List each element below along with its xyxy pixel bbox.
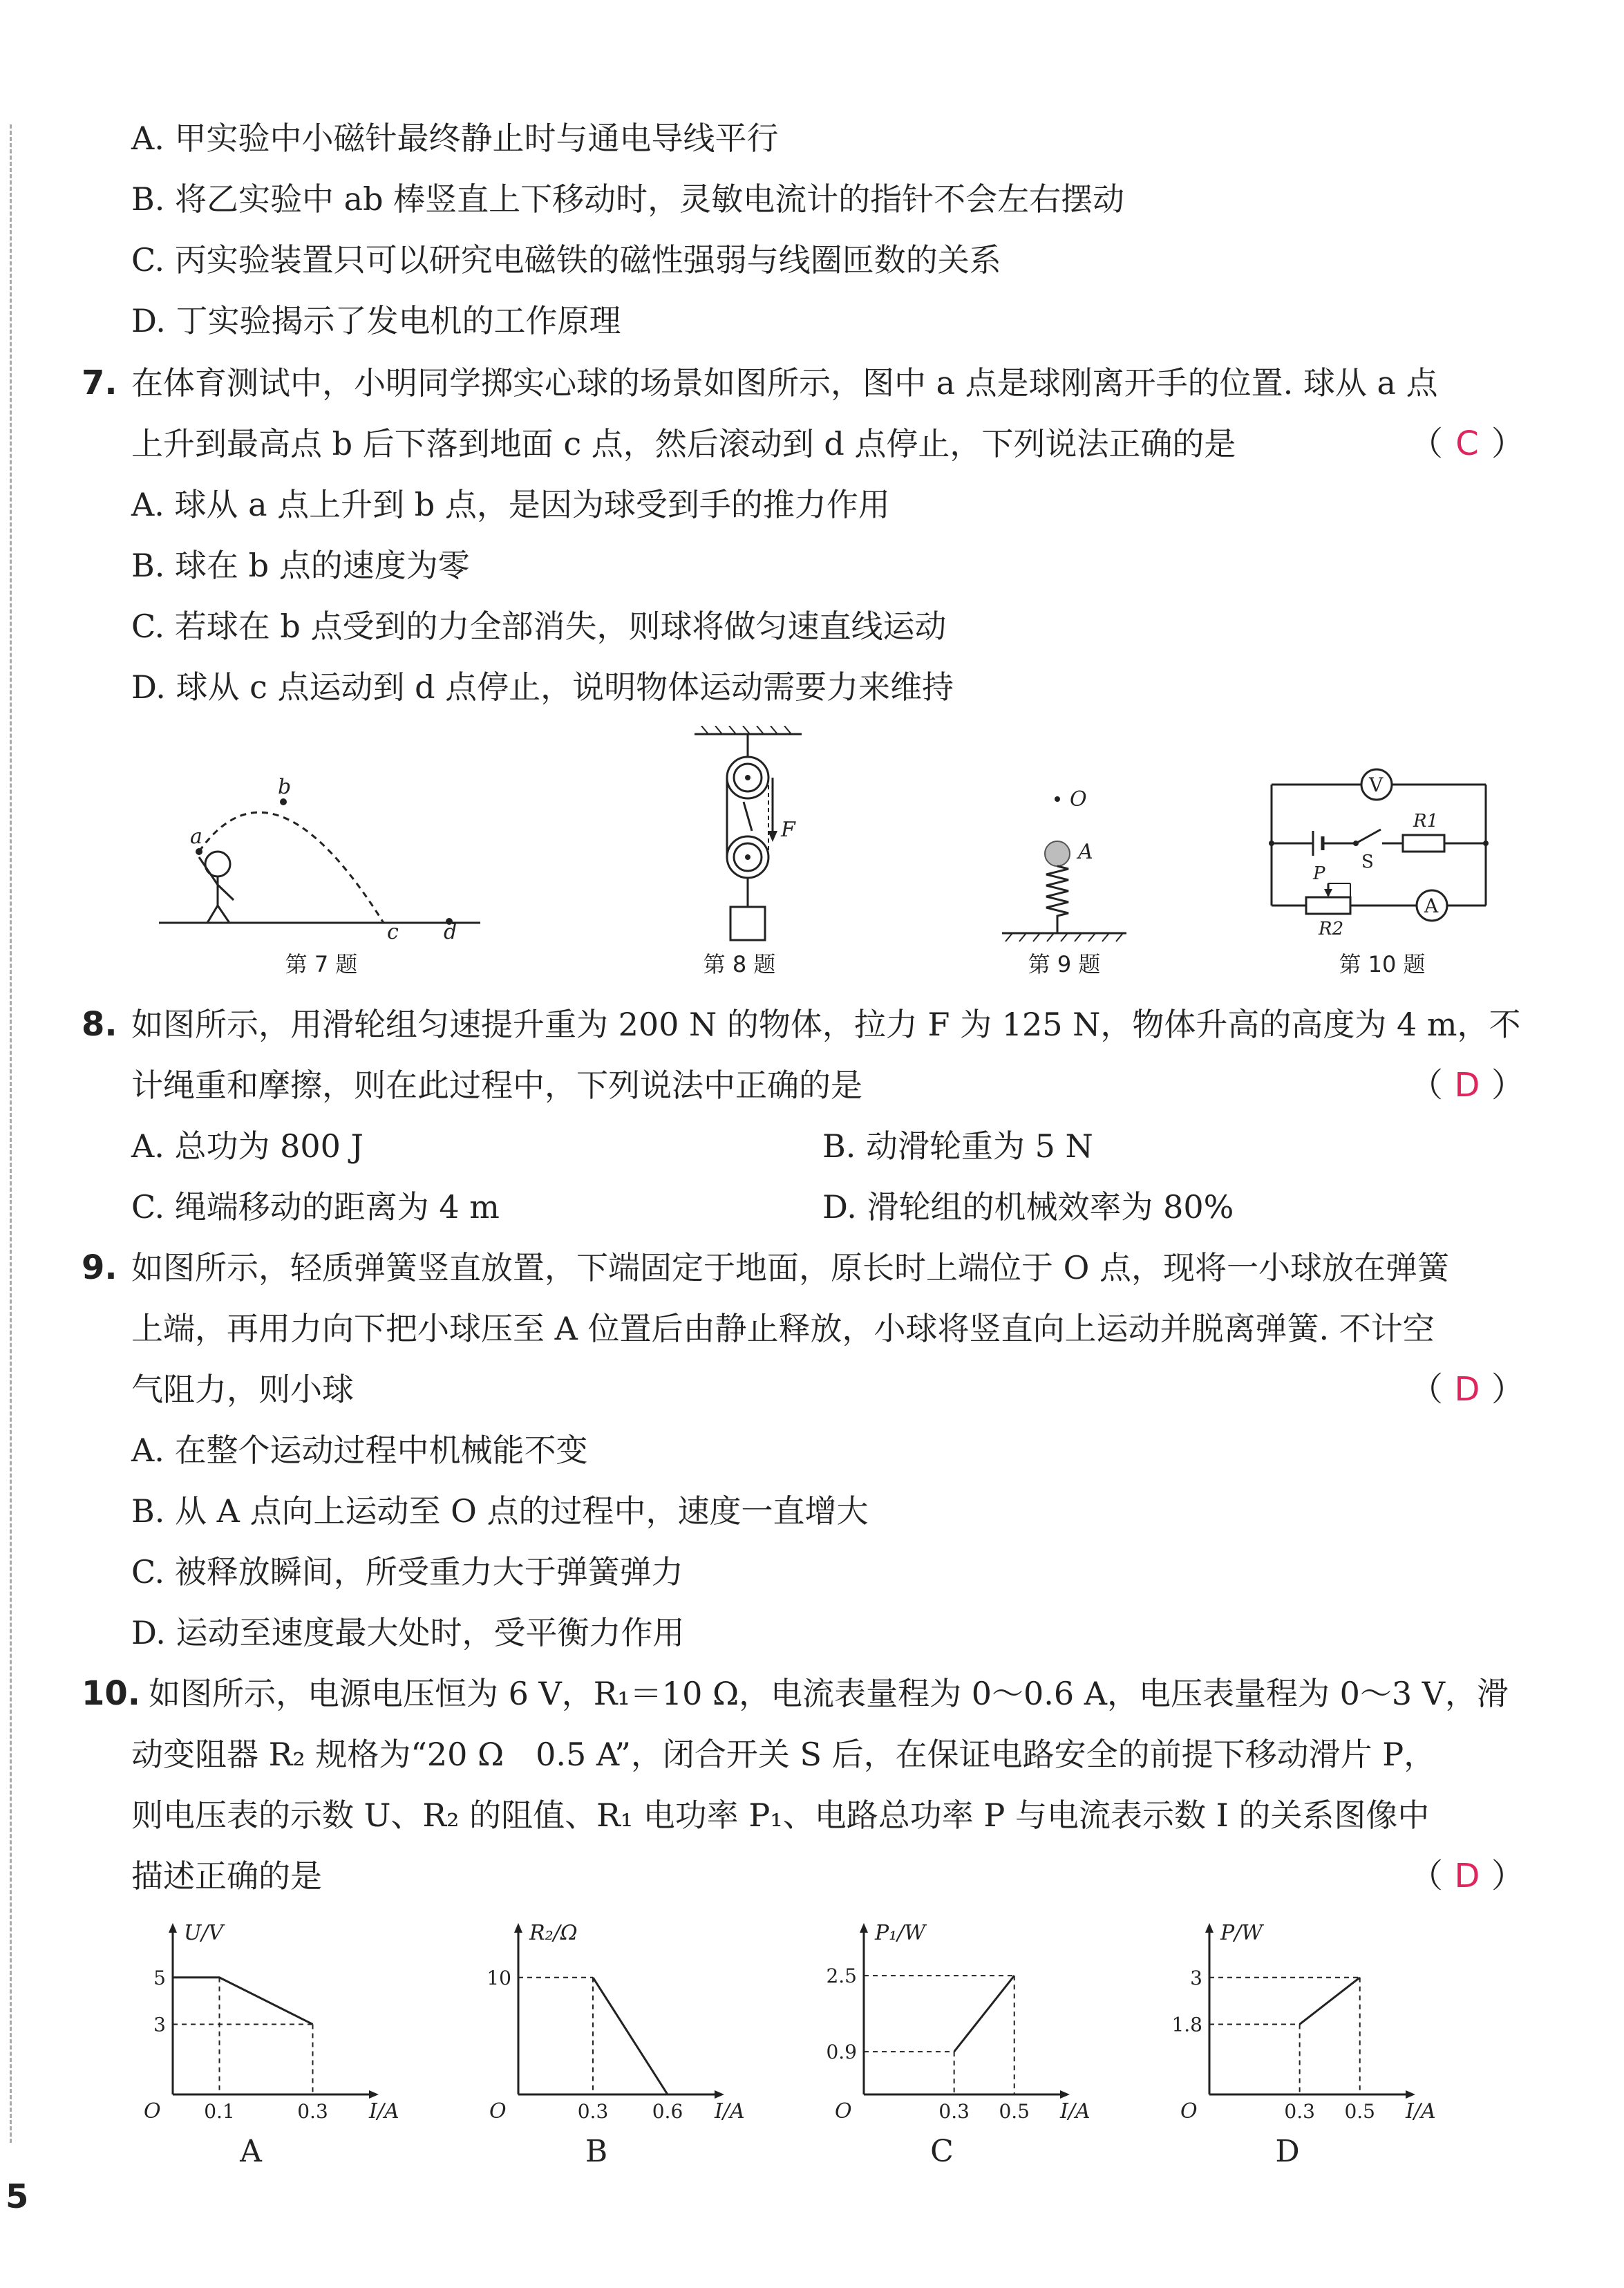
- fig9-label-a: A: [1078, 840, 1093, 864]
- q9-option-a: A. 在整个运动过程中机械能不变: [131, 1432, 588, 1469]
- q8-number: 8.: [82, 1005, 117, 1044]
- q9-stem-line-3: 气阻力，则小球: [131, 1371, 354, 1408]
- x-tick-label: 0.5: [1344, 2100, 1376, 2123]
- x-axis-arrow: [1406, 2090, 1415, 2099]
- y-axis-label: P₁/W: [875, 1922, 926, 1945]
- y-tick-label: 5: [153, 1966, 166, 1989]
- q7-stem-line-2: 上升到最高点 b 后下落到地面 c 点，然后滚动到 d 点停止，下列说法正确的是: [131, 425, 1236, 462]
- q9-option-d: D. 运动至速度最大处时，受平衡力作用: [131, 1614, 685, 1651]
- q10-graph-a: [131, 1922, 408, 2129]
- q6-option-b: B. 将乙实验中 ab 棒竖直上下移动时，灵敏电流计的指针不会左右摆动: [131, 180, 1125, 218]
- fig10-switch-label: S: [1361, 852, 1374, 872]
- fig10-voltmeter-label: V: [1369, 773, 1384, 796]
- data-line: [593, 1978, 668, 2094]
- x-tick-label: 0.3: [577, 2100, 609, 2123]
- q6-option-a: A. 甲实验中小磁针最终静止时与通电导线平行: [131, 120, 779, 157]
- q10-answer: （ D ）: [1410, 1857, 1525, 1895]
- q10-graph-c: [822, 1922, 1099, 2129]
- origin-label: O: [1180, 2099, 1198, 2123]
- q8-option-a: A. 总功为 800 J: [131, 1127, 363, 1165]
- x-axis-label: I/A: [369, 2099, 399, 2123]
- q7-option-a: A. 球从 a 点上升到 b 点，是因为球受到手的推力作用: [131, 486, 890, 523]
- y-tick-label: 0.9: [826, 2041, 857, 2064]
- q9-number: 9.: [82, 1248, 117, 1287]
- q8-answer: （ D ）: [1410, 1066, 1525, 1105]
- fig8-pulley-diagram: [684, 726, 822, 947]
- q8-option-d: D. 滑轮组的机械效率为 80%: [822, 1188, 1234, 1226]
- origin-label: O: [144, 2099, 161, 2123]
- x-tick-label: 0.3: [938, 2100, 970, 2123]
- q9-stem-line-1: 如图所示，轻质弹簧竖直放置，下端固定于地面，原长时上端位于 O 点，现将一小球放在弹簧: [131, 1249, 1449, 1286]
- fig7-ball-throw-diagram: [152, 774, 498, 940]
- q7-option-c: C. 若球在 b 点受到的力全部消失，则球将做匀速直线运动: [131, 608, 947, 645]
- y-axis-arrow: [514, 1923, 522, 1933]
- q9-option-c: C. 被释放瞬间，所受重力大于弹簧弹力: [131, 1553, 683, 1591]
- data-line: [954, 1976, 1014, 2052]
- q10-graph-c-label: C: [930, 2134, 954, 2169]
- q10-stem-line-1: 如图所示，电源电压恒为 6 V，R₁＝10 Ω，电流表量程为 0～0.6 A，电压表量程为 0～3 V，滑: [149, 1675, 1509, 1712]
- q10-stem-line-3: 则电压表的示数 U、R₂ 的阻值、R₁ 电功率 P₁、电路总功率 P 与电流表示数 I 的关系图像中: [131, 1797, 1430, 1834]
- fig8-label-force: F: [781, 818, 795, 842]
- q10-graph-d-label: D: [1275, 2134, 1300, 2169]
- q8-option-b: B. 动滑轮重为 5 N: [822, 1127, 1093, 1165]
- x-axis-label: I/A: [1406, 2099, 1436, 2123]
- x-axis-arrow: [369, 2090, 379, 2099]
- q9-answer: （ D ）: [1410, 1370, 1525, 1409]
- fig10-r2-label: R2: [1319, 919, 1344, 939]
- q6-option-d: D. 丁实验揭示了发电机的工作原理: [131, 302, 621, 339]
- q10-answer-letter: D: [1454, 1857, 1480, 1895]
- x-axis-arrow: [715, 2090, 724, 2099]
- q10-graph-a-label: A: [240, 2134, 262, 2169]
- fig9-spring-diagram: [995, 774, 1133, 947]
- q10-graph-d: [1168, 1922, 1444, 2129]
- x-tick-label: 0.5: [999, 2100, 1030, 2123]
- fig7-caption: 第 7 题: [285, 951, 358, 977]
- y-axis-label: R₂/Ω: [529, 1922, 578, 1945]
- y-axis-arrow: [169, 1923, 177, 1933]
- x-tick-label: 0.3: [1284, 2100, 1315, 2123]
- x-axis-arrow: [1060, 2090, 1070, 2099]
- q8-answer-letter: D: [1454, 1066, 1480, 1105]
- fig7-label-c: c: [387, 920, 399, 940]
- page-number: 5: [6, 2177, 29, 2216]
- fig10-slider-label: P: [1313, 863, 1325, 884]
- q8-stem-line-1: 如图所示，用滑轮组匀速提升重为 200 N 的物体，拉力 F 为 125 N，物体升高的高度为 4 m，不: [131, 1006, 1521, 1043]
- fig10-r1-label: R1: [1413, 811, 1439, 832]
- origin-label: O: [489, 2099, 507, 2123]
- binding-margin-line: [10, 124, 12, 2143]
- q7-answer: （ C ）: [1410, 424, 1525, 463]
- q9-answer-letter: D: [1454, 1370, 1480, 1409]
- q8-option-c: C. 绳端移动的距离为 4 m: [131, 1188, 500, 1226]
- fig8-caption: 第 8 题: [703, 951, 776, 977]
- fig7-label-b: b: [278, 775, 292, 799]
- x-tick-label: 0.1: [204, 2100, 235, 2123]
- fig7-label-a: a: [190, 825, 202, 849]
- x-axis-label: I/A: [1060, 2099, 1090, 2123]
- data-line: [1300, 1978, 1360, 2025]
- x-tick-label: 0.3: [297, 2100, 328, 2123]
- y-tick-label: 3: [1190, 1966, 1202, 1989]
- q10-stem-line-4: 描述正确的是: [131, 1857, 322, 1895]
- fig10-circuit-diagram: [1258, 760, 1507, 947]
- y-axis-arrow: [860, 1923, 868, 1933]
- y-axis-label: P/W: [1220, 1922, 1263, 1945]
- y-tick-label: 2.5: [826, 1965, 857, 1988]
- q10-number: 10.: [82, 1674, 141, 1713]
- q7-number: 7.: [82, 364, 117, 402]
- q7-stem-line-1: 在体育测试中，小明同学掷实心球的场景如图所示，图中 a 点是球刚离开手的位置. 球从 a 点: [131, 364, 1438, 402]
- y-axis-label: U/V: [184, 1922, 224, 1945]
- y-axis-arrow: [1205, 1923, 1214, 1933]
- x-axis-label: I/A: [715, 2099, 745, 2123]
- fig10-caption: 第 10 题: [1339, 951, 1426, 977]
- y-tick-label: 10: [487, 1966, 511, 1989]
- data-line: [173, 1978, 313, 2025]
- y-tick-label: 3: [153, 2013, 166, 2036]
- q10-graph-b-label: B: [585, 2134, 608, 2169]
- q6-option-c: C. 丙实验装置只可以研究电磁铁的磁性强弱与线圈匝数的关系: [131, 241, 1001, 279]
- q7-answer-letter: C: [1455, 424, 1479, 463]
- fig7-label-d: d: [444, 920, 457, 940]
- q8-stem-line-2: 计绳重和摩擦，则在此过程中，下列说法中正确的是: [131, 1067, 862, 1104]
- fig10-ammeter-label: A: [1424, 894, 1439, 917]
- origin-label: O: [835, 2099, 852, 2123]
- q9-option-b: B. 从 A 点向上运动至 O 点的过程中，速度一直增大: [131, 1492, 869, 1530]
- q7-option-b: B. 球在 b 点的速度为零: [131, 547, 470, 584]
- y-tick-label: 1.8: [1171, 2013, 1202, 2036]
- q10-stem-line-2: 动变阻器 R₂ 规格为“20 Ω 0.5 A”，闭合开关 S 后，在保证电路安全的前提下移动滑片 P，: [131, 1736, 1436, 1773]
- q9-stem-line-2: 上端，再用力向下把小球压至 A 位置后由静止释放，小球将竖直向上运动并脱离弹簧. 不计空: [131, 1310, 1435, 1347]
- x-tick-label: 0.6: [652, 2100, 683, 2123]
- q10-graph-b: [477, 1922, 753, 2129]
- fig9-caption: 第 9 题: [1028, 951, 1101, 977]
- fig9-label-o: O: [1070, 787, 1087, 812]
- q7-option-d: D. 球从 c 点运动到 d 点停止，说明物体运动需要力来维持: [131, 668, 954, 706]
